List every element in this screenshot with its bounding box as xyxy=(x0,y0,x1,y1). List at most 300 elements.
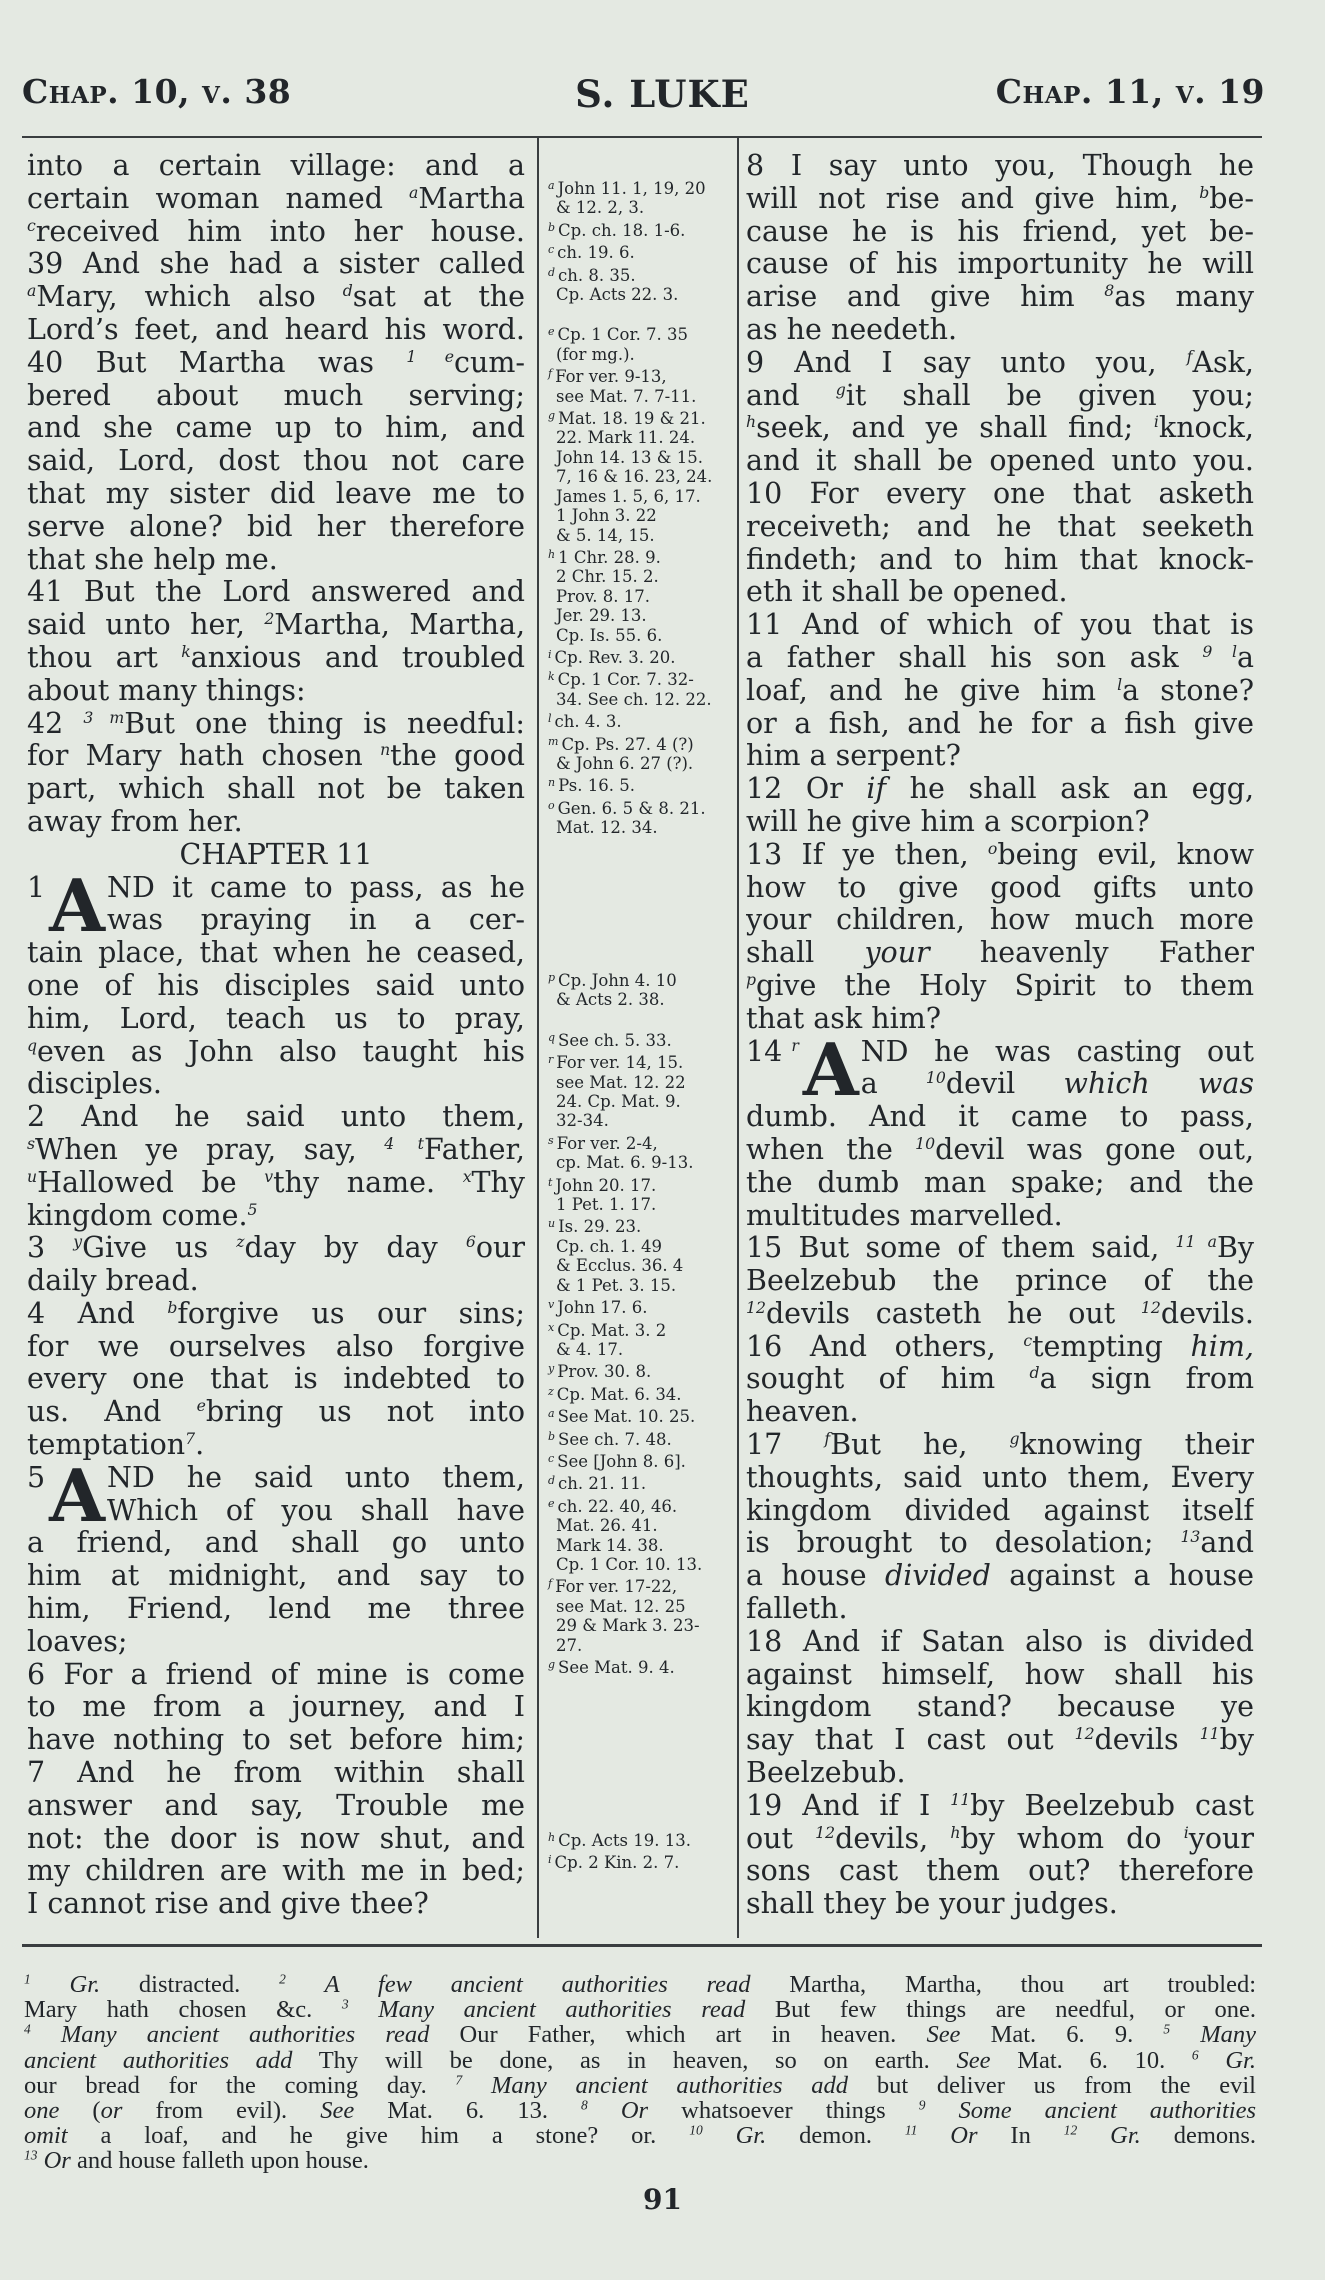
cross-reference-text: Mat. 26. 41. xyxy=(556,1516,658,1536)
text-run: In xyxy=(977,2123,1064,2149)
italic-text: Gr. xyxy=(69,1972,101,1998)
text-line xyxy=(746,937,1254,970)
cross-reference xyxy=(548,667,734,709)
reference-marker: a xyxy=(27,281,37,300)
italic-text: or xyxy=(100,2097,123,2124)
text-line xyxy=(746,806,1254,839)
cross-reference-line xyxy=(548,1597,734,1616)
running-header-left: Chap. 10, v. 38 xyxy=(22,72,292,111)
text-run: our xyxy=(475,1232,525,1265)
text-run: a stone? xyxy=(1122,674,1254,707)
text-run: for Mary hath chosen xyxy=(27,740,381,773)
reference-marker: 1 e xyxy=(406,346,455,366)
cross-reference-letter: e xyxy=(548,1496,555,1510)
cross-reference-letter: d xyxy=(548,265,556,279)
text-run: 11 And of which of you that is xyxy=(746,609,1254,642)
italic-text: ancient authorities add xyxy=(24,2047,293,2073)
cross-reference-text: Cp. 1 Cor. 7. 35 xyxy=(557,325,689,345)
text-run xyxy=(286,1972,325,1997)
text-run: him a serpent? xyxy=(746,740,961,773)
cross-reference-text: 2 Chr. 15. 2. xyxy=(556,567,659,587)
cross-reference xyxy=(548,645,734,667)
cross-reference-line xyxy=(548,990,734,1009)
italic-text: Some ancient authorities xyxy=(958,2097,1256,2124)
italic-text: him, xyxy=(1190,1330,1254,1363)
cross-reference xyxy=(548,1028,734,1050)
cross-reference-text: see Mat. 7. 7-11. xyxy=(556,386,697,406)
text-run: even as John also taught his xyxy=(37,1035,525,1068)
cross-reference-letter: a xyxy=(548,1407,555,1421)
cross-reference-line xyxy=(548,526,734,545)
text-run: But few things are needful, or one. xyxy=(745,1997,1256,2023)
text-run: not: the door is now shut, and xyxy=(27,1822,525,1855)
text-run: Thy xyxy=(471,1166,525,1199)
text-line xyxy=(746,1659,1254,1692)
cross-reference-text: 24. Cp. Mat. 9. xyxy=(556,1092,681,1112)
cross-reference-text: Jer. 29. 13. xyxy=(556,606,647,626)
cross-reference-text: Cp. Ps. 27. 4 (?) xyxy=(561,734,694,754)
text-line xyxy=(24,2073,1256,2098)
italic-text: See xyxy=(956,2047,991,2073)
text-line xyxy=(27,1200,525,1233)
cross-reference-text: Is. 29. 23. xyxy=(558,1217,642,1237)
text-run: loaves; xyxy=(27,1625,128,1658)
reference-marker: 13 xyxy=(24,2148,38,2163)
cross-reference-letter: q xyxy=(548,1030,556,1044)
cross-reference-line xyxy=(548,732,734,754)
reference-marker: 12 xyxy=(815,1822,836,1842)
cross-reference-text: ch. 21. 11. xyxy=(558,1474,647,1494)
text-run: a friend, and shall go unto xyxy=(27,1527,525,1560)
text-line xyxy=(24,2123,1256,2148)
text-run: said unto her, xyxy=(27,609,265,642)
text-line xyxy=(27,1659,525,1692)
text-run: 40 But Martha was xyxy=(27,346,407,379)
text-run: 8 I say unto you, Though he xyxy=(746,150,1254,182)
cross-reference-line xyxy=(548,218,734,240)
italic-text: Gr. xyxy=(1225,2047,1256,2073)
reference-marker: v xyxy=(264,1166,274,1186)
footnote-rule xyxy=(22,1944,1262,1947)
cross-reference-line xyxy=(548,754,734,773)
text-run: I cannot rise and give thee? xyxy=(27,1888,429,1921)
cross-reference-line xyxy=(548,240,734,262)
reference-marker: 10 xyxy=(915,1133,936,1153)
text-line xyxy=(746,1396,1254,1429)
text-line xyxy=(27,544,525,577)
cross-reference xyxy=(548,1449,734,1471)
cross-reference-text: 7, 16 & 16. 23, 24. xyxy=(556,467,713,487)
text-line xyxy=(746,1462,1254,1495)
reference-marker: 2 xyxy=(279,1972,286,1987)
text-run: receiveth; and he that seeketh xyxy=(746,510,1254,543)
text-run xyxy=(925,2098,958,2123)
text-line xyxy=(746,1134,1254,1167)
text-run: every one that is indebted to xyxy=(27,1363,525,1396)
cross-reference-line xyxy=(548,690,734,709)
text-run: a father shall his son ask xyxy=(746,641,1203,674)
italic-text: See xyxy=(926,2022,961,2048)
cross-reference-text: John 20. 17. xyxy=(555,1175,657,1195)
cross-reference-line xyxy=(548,1256,734,1275)
reference-marker: 12 xyxy=(1074,1724,1095,1744)
reference-marker: b xyxy=(1199,182,1210,202)
text-run: tempting xyxy=(1032,1330,1191,1363)
cross-reference-line xyxy=(548,567,734,586)
text-line xyxy=(746,1232,1254,1265)
cross-reference-letter: x xyxy=(548,1320,555,1334)
text-line xyxy=(27,806,525,839)
cross-reference xyxy=(548,1359,734,1381)
text-run: Beelzebub. xyxy=(746,1757,906,1790)
cross-reference-letter: b xyxy=(548,220,556,234)
cross-reference-line xyxy=(548,1850,734,1872)
running-header-book-title: S. LUKE xyxy=(575,72,750,116)
reference-marker: c xyxy=(27,215,36,235)
reference-marker: s xyxy=(27,1133,36,1153)
cross-reference-letter: m xyxy=(548,734,559,748)
cross-reference-line xyxy=(548,1195,734,1214)
text-run: . xyxy=(195,1429,205,1462)
text-line xyxy=(27,576,525,609)
italic-text: which was xyxy=(1063,1068,1254,1101)
text-run: devils. xyxy=(1160,1297,1254,1330)
text-run: loaf, and he give him xyxy=(746,674,1118,707)
text-run: by Beelzebub cast xyxy=(970,1789,1254,1822)
cross-reference-letter: r xyxy=(548,1053,554,1067)
cross-reference-line xyxy=(548,545,734,567)
text-run: Give us xyxy=(82,1232,237,1265)
cross-reference-text: & 5. 14, 15. xyxy=(556,525,655,545)
reference-marker: x xyxy=(462,1166,472,1186)
text-run: kingdom stand? because ye xyxy=(746,1691,1254,1724)
text-line xyxy=(27,773,525,806)
text-run xyxy=(240,1972,279,1997)
cross-reference xyxy=(548,1655,734,1677)
cross-reference-text: Cp. Acts 19. 13. xyxy=(558,1831,691,1850)
text-line xyxy=(27,1396,525,1429)
cross-reference-text: see Mat. 12. 22 xyxy=(556,1072,686,1092)
cross-reference-line xyxy=(548,506,734,525)
text-run: Thy will be done, as in heaven, so on earth. xyxy=(292,2047,957,2073)
text-run: to me from a journey, and I xyxy=(27,1691,525,1724)
cross-reference-text: Cp. Mat. 3. 2 xyxy=(557,1320,667,1340)
cross-reference-line xyxy=(548,1073,734,1092)
reference-marker: d xyxy=(1029,1363,1040,1383)
text-line xyxy=(27,412,525,445)
text-run: anxious and troubled xyxy=(190,641,525,674)
text-line xyxy=(24,2022,1256,2047)
cross-reference-text: Mat. 12. 34. xyxy=(556,818,658,838)
text-run: being evil, know xyxy=(997,838,1254,871)
text-line xyxy=(746,1823,1254,1856)
reference-marker: 11 a xyxy=(1175,1232,1217,1252)
cross-reference-letter: f xyxy=(548,1577,553,1591)
text-line xyxy=(746,1265,1254,1298)
cross-reference-line xyxy=(548,626,734,645)
cross-reference-letter: c xyxy=(548,243,555,257)
cross-reference-text: See ch. 5. 33. xyxy=(558,1030,672,1050)
text-run: multitudes marvelled. xyxy=(746,1199,1063,1232)
reference-marker: n xyxy=(380,740,391,760)
text-run: distracted. xyxy=(100,1972,241,1998)
text-line xyxy=(746,1593,1254,1626)
text-line xyxy=(27,1101,525,1134)
text-run: your xyxy=(1188,1822,1254,1855)
text-run: thy name. xyxy=(273,1166,463,1199)
reference-marker: z xyxy=(236,1232,245,1252)
text-line xyxy=(27,314,525,347)
reference-marker: d xyxy=(342,281,353,300)
text-line xyxy=(27,1626,525,1659)
cross-reference xyxy=(548,732,734,774)
cross-reference-line xyxy=(548,709,734,731)
text-run: was praying in a cer- xyxy=(107,904,525,937)
text-line xyxy=(27,1363,525,1396)
text-line xyxy=(746,1790,1254,1823)
text-line xyxy=(746,839,1254,872)
cross-reference-line xyxy=(548,1471,734,1493)
cross-reference xyxy=(548,773,734,795)
cross-reference xyxy=(548,1318,734,1360)
cross-reference xyxy=(548,1382,734,1404)
text-run: he shall ask an egg, xyxy=(886,773,1254,806)
cross-reference-letter: y xyxy=(548,1362,555,1376)
text-run: received him into her house. xyxy=(35,215,525,248)
text-run: disciples. xyxy=(27,1068,162,1101)
text-run: shall they be your judges. xyxy=(746,1888,1118,1921)
cross-reference-letter: g xyxy=(548,409,556,423)
reference-marker: 2 xyxy=(264,609,275,628)
cross-reference-line xyxy=(548,1092,734,1111)
cross-reference-text: see Mat. 12. 25 xyxy=(556,1596,686,1616)
text-line xyxy=(27,281,525,314)
cross-reference-text: Prov. 8. 17. xyxy=(556,586,651,606)
cross-reference xyxy=(548,1494,734,1575)
column-divider-left xyxy=(537,138,539,1938)
italic-text: divided xyxy=(884,1560,991,1593)
text-run: out xyxy=(746,1822,816,1855)
text-line xyxy=(746,1724,1254,1757)
text-line xyxy=(746,675,1254,708)
reference-marker: 3 xyxy=(341,1997,349,2012)
text-run: ND he said unto them, xyxy=(107,1461,525,1494)
reference-marker: 10 xyxy=(925,1068,946,1088)
cross-reference xyxy=(548,1828,734,1850)
reference-marker: 6 xyxy=(465,1232,476,1252)
reference-marker: i xyxy=(1153,412,1159,432)
cross-reference-letter: d xyxy=(548,1474,556,1488)
italic-text: omit xyxy=(24,2123,68,2149)
cross-reference-text: Cp. 2 Kin. 2. 7. xyxy=(554,1853,680,1873)
cross-reference-line xyxy=(548,1382,734,1404)
text-run: will he give him a scorpion? xyxy=(746,805,1150,838)
text-line xyxy=(107,1495,525,1528)
cross-reference-text: 32-34. xyxy=(556,1111,609,1131)
text-run: 10 For every one that asketh xyxy=(746,477,1254,510)
text-run: 41 But the Lord answered and xyxy=(27,576,525,609)
cross-reference-text: Cp. Rev. 3. 20. xyxy=(554,647,676,667)
cross-reference-text: ch. 19. 6. xyxy=(557,243,635,263)
cross-reference-text: For ver. 17-22, xyxy=(555,1577,678,1597)
text-run: 42 xyxy=(27,707,84,740)
verse-number xyxy=(746,1036,803,1069)
reference-marker: h xyxy=(746,412,757,432)
text-run: Our Father, which art in heaven. xyxy=(429,2022,927,2048)
reference-marker: 4 xyxy=(24,2022,31,2037)
text-run: Mary hath chosen &c. xyxy=(24,1997,313,2023)
text-run: 19 And if I xyxy=(746,1789,951,1822)
text-run: our bread for the coming day. xyxy=(24,2072,456,2098)
text-run: your children, how much more xyxy=(746,904,1254,937)
cross-reference-text: See Mat. 9. 4. xyxy=(558,1658,675,1677)
reference-marker: 1 xyxy=(24,1972,31,1987)
text-line xyxy=(861,1036,1254,1069)
cross-reference-line xyxy=(548,968,734,990)
cross-reference-line xyxy=(548,1131,734,1153)
text-line xyxy=(24,1997,1256,2022)
reference-marker: 8 xyxy=(581,2097,588,2113)
text-line xyxy=(746,576,1254,609)
text-line xyxy=(27,1265,525,1298)
text-run: eth it shall be opened. xyxy=(746,576,1068,609)
text-run: seek, and ye shall find; xyxy=(756,412,1154,445)
text-line xyxy=(746,183,1254,216)
text-line xyxy=(746,478,1254,511)
reference-marker: 5 xyxy=(1163,2022,1171,2037)
text-run: When ye pray, say, xyxy=(35,1133,385,1166)
cross-reference-letter: s xyxy=(548,1133,554,1147)
reference-marker: a xyxy=(409,182,419,202)
cross-reference-text: Cp. ch. 18. 1-6. xyxy=(558,220,686,240)
text-run: serve alone? bid her therefore xyxy=(27,510,525,543)
text-run: my children are with me in bed; xyxy=(27,1855,525,1888)
cross-reference-letter: h xyxy=(548,547,556,561)
italic-text: A few ancient authorities read xyxy=(324,1972,751,1998)
cross-reference xyxy=(548,1050,734,1131)
cross-reference xyxy=(548,176,734,218)
cross-reference-line xyxy=(548,1359,734,1381)
text-run: that she help me. xyxy=(27,543,278,576)
text-line xyxy=(27,1593,525,1626)
cross-reference-letter: p xyxy=(548,971,556,984)
cross-reference-line xyxy=(548,1574,734,1596)
reference-marker: g xyxy=(835,379,846,399)
text-line xyxy=(27,1331,525,1364)
header-rule xyxy=(22,136,1262,138)
cross-reference-line xyxy=(548,364,734,386)
reference-marker: 10 xyxy=(689,2123,703,2138)
text-run: Martha, Martha, thou art troubled: xyxy=(750,1972,1256,1998)
italic-text: Many ancient authorities read xyxy=(60,2022,430,2048)
cross-reference-letter: h xyxy=(548,1831,556,1844)
text-run: Lord’s feet, and heard his word. xyxy=(27,313,525,346)
text-run: him, Friend, lend me three xyxy=(27,1593,525,1626)
cross-reference-line xyxy=(548,1555,734,1574)
text-run: will not rise and give him, xyxy=(746,182,1200,215)
italic-text: Gr. xyxy=(1110,2123,1141,2149)
cross-reference xyxy=(548,968,734,1010)
text-line xyxy=(24,2048,1256,2073)
text-run: answer and say, Trouble me xyxy=(27,1789,525,1822)
cross-reference-text: ch. 22. 40, 46. xyxy=(557,1496,678,1516)
cross-reference xyxy=(548,322,734,364)
text-run: 6 For a friend of mine is come xyxy=(27,1658,525,1691)
text-run: devils xyxy=(1094,1724,1200,1757)
cross-reference xyxy=(548,263,734,305)
text-line xyxy=(746,1527,1254,1560)
text-run: By xyxy=(1216,1232,1254,1265)
italic-text: if xyxy=(866,773,887,806)
text-run xyxy=(349,1997,379,2022)
text-line xyxy=(746,1691,1254,1724)
text-line xyxy=(746,708,1254,741)
cross-reference xyxy=(548,218,734,240)
text-run: findeth; and to him that knock- xyxy=(746,543,1254,576)
text-run: 4 And xyxy=(27,1297,168,1330)
text-run: ( xyxy=(59,2097,101,2124)
text-run: falleth. xyxy=(746,1593,848,1626)
cross-reference-line xyxy=(548,467,734,486)
text-line xyxy=(746,1298,1254,1331)
cross-reference-text: & 12. 2, 3. xyxy=(556,198,645,218)
text-run: 17 xyxy=(746,1429,825,1462)
cross-reference-text: See Mat. 10. 25. xyxy=(557,1407,696,1427)
text-run xyxy=(917,2123,950,2148)
cross-reference-text: 27. xyxy=(556,1635,583,1655)
text-run: Beelzebub the prince of the xyxy=(746,1265,1254,1298)
text-run: cum- xyxy=(454,346,525,379)
reference-marker: 5 xyxy=(247,1199,258,1219)
text-line xyxy=(746,347,1254,380)
text-run: 14 xyxy=(746,1034,792,1068)
cross-reference-text: Cp. John 4. 10 xyxy=(558,971,677,990)
text-line xyxy=(746,1363,1254,1396)
cross-reference-text: 22. Mark 11. 24. xyxy=(556,428,696,448)
text-run: us. And xyxy=(27,1396,197,1429)
text-run: thou art xyxy=(27,641,182,674)
text-run: but deliver us from the evil xyxy=(848,2072,1256,2098)
text-run: and house falleth upon house. xyxy=(70,2148,369,2174)
italic-text: Many xyxy=(1200,2022,1256,2048)
reference-marker: 7 xyxy=(185,1429,196,1448)
cross-reference-text: 1 Pet. 1. 17. xyxy=(556,1195,657,1215)
cross-reference xyxy=(548,1131,734,1173)
cross-reference-line xyxy=(548,263,734,285)
text-run: Mat. 6. 10. xyxy=(990,2047,1192,2073)
text-line xyxy=(27,1888,525,1921)
cross-reference xyxy=(548,1427,734,1449)
text-run: devil xyxy=(945,1068,1064,1101)
text-run: part, which shall not be taken xyxy=(27,773,525,806)
reference-marker: i xyxy=(1183,1822,1189,1842)
text-run: ND it came to pass, as he xyxy=(107,871,525,904)
text-run: bring us not into xyxy=(205,1396,525,1429)
reference-marker: y xyxy=(73,1232,83,1252)
cross-reference-text: James 1. 5, 6, 17. xyxy=(556,486,701,506)
text-run: say that I cast out xyxy=(746,1724,1075,1757)
text-run xyxy=(1077,2123,1110,2148)
cross-reference-letter: v xyxy=(548,1298,555,1312)
text-run: arise and give him xyxy=(746,281,1105,314)
text-line xyxy=(746,248,1254,281)
cross-reference-line xyxy=(548,387,734,406)
text-line xyxy=(27,1527,525,1560)
text-line xyxy=(27,248,525,281)
drop-cap-letter: A xyxy=(802,1026,859,1112)
text-run: 9 And I say unto you, xyxy=(746,346,1187,379)
text-run: Mat. 6. 13. xyxy=(354,2097,582,2124)
